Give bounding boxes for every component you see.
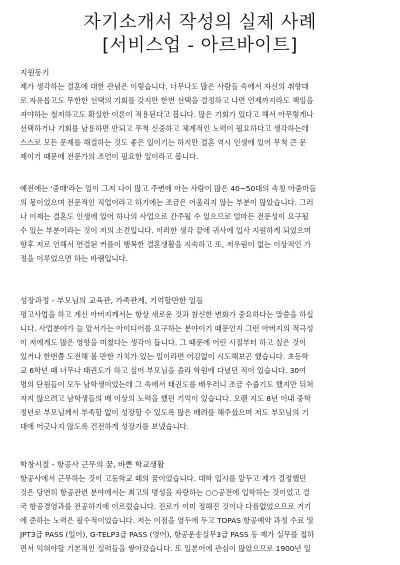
section-heading: 성장과정 - 부모님의 교육관, 가족관계, 기억할만한 일들: [20, 296, 204, 305]
text-line: JPT3급 PASS (일어), G-TELP3급 PASS (영어), 항공운송실무3급 PASS 등 제가 실무를 접하: [20, 530, 315, 539]
text-line: 것은 당연히 항공관련 분야에서는 최고의 명성을 자랑하는 ○○공전에 입학하는 것이었고 결: [20, 488, 310, 497]
text-line: 면서 익혀야할 기본적인 실력들을 쌓아갔습니다. 또 일본어에 관심이 많았으므로 1900년 일: [20, 544, 311, 553]
text-line: 나 이제는 결혼도 인생에 있어 하나의 사업으로 간주될 수 있으므로 얼마든 전문성이 요구될: [20, 212, 309, 221]
section-paragraph: [20, 308, 380, 434]
section-school-life: [20, 458, 380, 556]
text-line: 대에 어긋나지 않도록 건전하게 성장기를 보냈습니다.: [20, 422, 189, 431]
section-motivation: [20, 66, 380, 164]
text-line: 져야하는 철저하고도 확실한 이론이 적용된다고 봅니다. 많은 기회가 있다고 해서 아무렇게나: [20, 110, 314, 119]
text-line: 에 준하는 노력은 필수적이었습니다. 저는 이점을 염두에 두고 TOPAS 항공예약 과정 수료 및: [20, 516, 314, 525]
text-line: 있거나 한번쯤 도전해 볼 만한 가치가 있는 일이라면 어김없이 시도해보곤 했습니다. 초등학: [20, 352, 309, 361]
text-line: 항공사에서 근무하는 것이 고등학교 때의 꿈이었습니다. 대학 입시를 앞두고 제가 결정했던: [20, 474, 307, 483]
text-line: 예전에는 '중매'라는 일이 그저 나이 많고 주변에 아는 사람이 많은 40~50대의 속칭 아줌마들: [20, 184, 317, 193]
section-heading: 학창시절 - 항공사 근무의 꿈, 바쁜 학교생활: [20, 460, 165, 469]
text-line: 선택하거나 기회를 남용하면 안되고 무척 신중하고 체계적인 노력이 필요하다고 생각하는데: [20, 124, 309, 133]
section-heading: 지원동기: [20, 68, 50, 77]
text-line: 니다. 사업분야가 늘 앞서가는 아이디어를 요구하는 분야이기 때문인지 그런 아버지의 적극성: [20, 324, 314, 333]
text-line: 평고사업을 하고 계신 아버지께서는 항상 새로운 것과 참신한 변화가 중요하다는 말씀을 하십: [20, 310, 314, 319]
text-line: 수 있는 부분이라는 것이 저의 소견입니다. 이러한 생각 끝에 귀사에 입사 지원하게 되었으며: [20, 226, 311, 235]
text-line: 제가 생각하는 결혼에 대한 관념은 이렇습니다. 너무나도 많은 사람들 속에서 자신의 취향대: [20, 82, 309, 91]
section-paragraph: [20, 80, 380, 164]
section-paragraph: [20, 182, 380, 266]
text-line: 국 항공경영과를 전공하기에 이르렀습니다. 진로가 이미 정해진 것이나 다름없었으므로 거기: [20, 502, 312, 511]
text-line: 의 몫이었으며 전문적인 직업이라고 하기에는 조금은 어울리지 않는 부분이 많았습니다. 그러: [20, 198, 314, 207]
text-line: 지지 않으려고 남학생들의 배 이상의 노력을 했던 기억이 있습니다. 오랜 지도 8년 이내 중학: [20, 394, 311, 403]
document-subtitle: [서비스업 - 아르바이트]: [102, 35, 298, 56]
text-line: 스스로 모든 문제를 해결하는 것도 좋은 일이기는 하지만 결혼 역시 인생에 있어 무척 큰 문: [20, 138, 307, 147]
text-line: 향후 저로 인해서 연결된 커플이 행복한 결혼생활을 지속하고 또, 저우림이 없는 이상적인 가: [20, 240, 311, 249]
text-line: 정년로 부모님께서 부족할 없이 성장할 수 있도록 많은 배려를 해주셨으며 저도 부모님의 기: [20, 408, 309, 417]
document-title: 자기소개서 작성의 실제 사례: [83, 12, 317, 33]
section-paragraph: [20, 472, 380, 556]
text-line: 로 자유롭고도 무한한 선택의 기회를 갖지만 한번 선택을 결정하고 나면 언제까지라도 책임을: [20, 96, 314, 105]
text-line: 명의 단원들이 모두 남학생이었는데 그 속에서 태권도를 배우러니 조금 수줍기도 했지만 뒤쳐: [20, 380, 314, 389]
section-upbringing: [20, 294, 380, 434]
text-line: 교 6학년 때 너무나 태권도가 하고 싶어 부모님을 졸라 학원에 다녔던 적이 있습니다. 30여: [20, 366, 307, 375]
text-line: 제이기 때문에 전문가의 조언이 필요한 일이라고 봅니다.: [20, 152, 199, 161]
text-line: 이 저에게도 많은 영향을 미쳤다는 생각이 듭니다. 그 때문에 어린 시절부터 하고 싶은 것이: [20, 338, 307, 347]
text-line: 정을 이루었으면 하는 바램입니다.: [20, 254, 128, 263]
section-motivation-continued: [20, 182, 380, 266]
